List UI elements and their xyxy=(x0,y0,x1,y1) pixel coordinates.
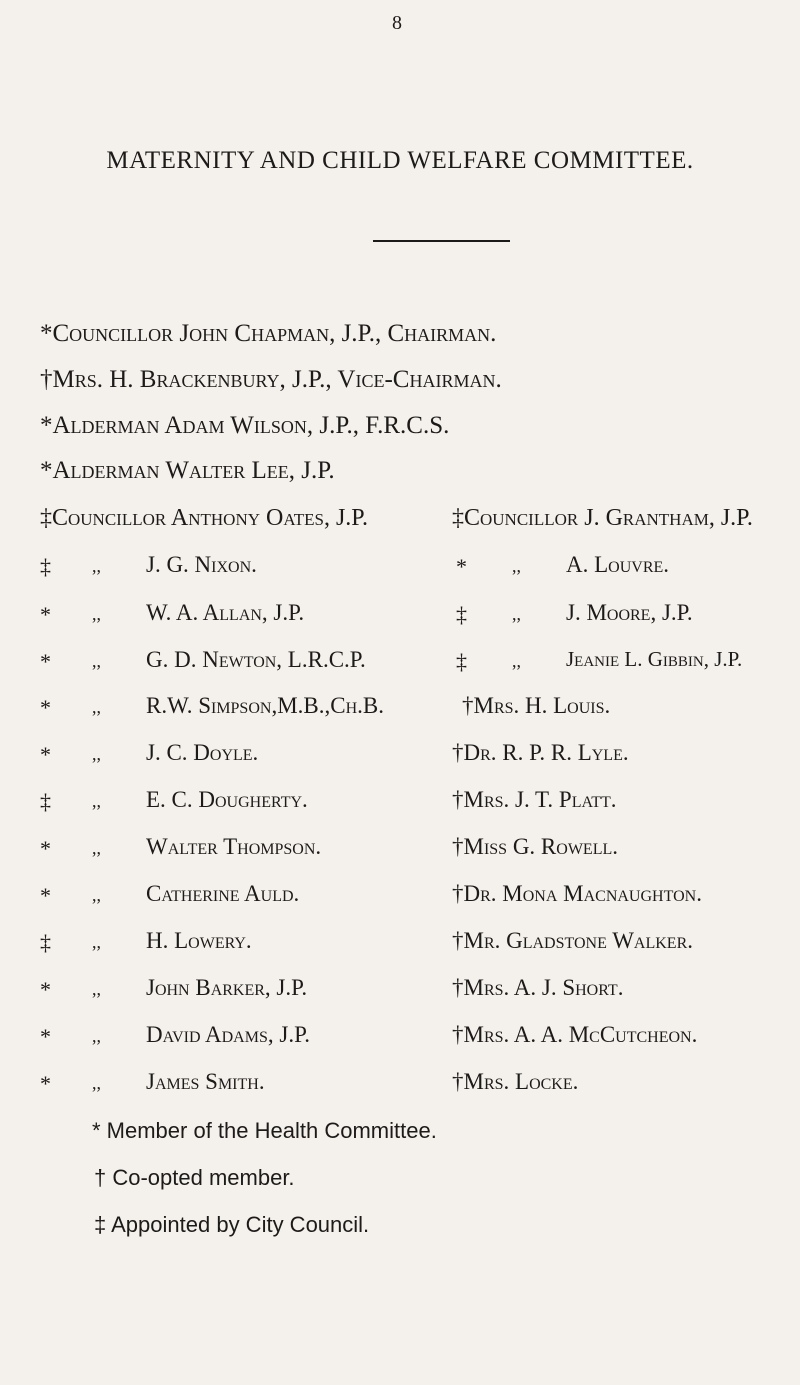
member-mark: ‡ xyxy=(40,789,51,814)
member-name: G. D. Newton, L.R.C.P. xyxy=(146,647,366,672)
member-name: R.W. Simpson,M.B.,Ch.B. xyxy=(146,693,384,718)
member-header-right: ‡Councillor J. Grantham, J.P. xyxy=(452,505,753,531)
member-name: J. Moore, J.P. xyxy=(566,600,693,625)
member-mark: ‡ xyxy=(40,930,51,955)
member-name: J. G. Nixon. xyxy=(146,552,257,577)
member-name: Walter Thompson. xyxy=(146,834,322,859)
officer-vice-chairman: †Mrs. H. Brackenbury, J.P., Vice-Chairman. xyxy=(40,366,502,393)
member-mark: * xyxy=(40,883,51,908)
coopted-member: †Dr. R. P. R. Lyle. xyxy=(452,740,629,765)
member-name: Catherine Auld. xyxy=(146,881,300,906)
member-mark: * xyxy=(40,977,51,1002)
member-mark: ‡ xyxy=(40,554,51,579)
member-header-left: ‡Councillor Anthony Oates, J.P. xyxy=(40,505,368,531)
coopted-member: †Mr. Gladstone Walker. xyxy=(452,928,694,953)
coopted-member: †Dr. Mona Macnaughton. xyxy=(452,881,702,906)
ditto-mark: ,, xyxy=(92,932,101,952)
member-mark: ‡ xyxy=(456,602,467,627)
ditto-mark: ,, xyxy=(92,1026,101,1046)
ditto-mark: ,, xyxy=(92,651,101,671)
page-title: MATERNITY AND CHILD WELFARE COMMITTEE. xyxy=(106,147,694,174)
member-mark: * xyxy=(40,649,51,674)
member-mark: * xyxy=(40,695,51,720)
member-name: James Smith. xyxy=(146,1069,265,1094)
ditto-mark: ,, xyxy=(512,604,521,624)
ditto-mark: ,, xyxy=(92,979,101,999)
member-name: H. Lowery. xyxy=(146,928,252,953)
footnote-city-council: ‡ Appointed by City Council. xyxy=(94,1212,370,1237)
member-mark: * xyxy=(40,836,51,861)
member-mark: * xyxy=(40,602,51,627)
ditto-mark: ,, xyxy=(92,791,101,811)
officer-alderman-lee: *Alderman Walter Lee, J.P. xyxy=(40,457,335,484)
member-name: A. Louvre. xyxy=(566,552,670,577)
member-name: John Barker, J.P. xyxy=(146,975,308,1000)
member-mark: * xyxy=(456,554,467,579)
ditto-mark: ,, xyxy=(92,744,101,764)
ditto-mark: ,, xyxy=(92,1073,101,1093)
ditto-mark: ,, xyxy=(92,604,101,624)
coopted-member: †Mrs. Locke. xyxy=(452,1069,579,1094)
member-name: Jeanie L. Gibbin, J.P. xyxy=(566,647,743,671)
member-mark: ‡ xyxy=(456,649,467,674)
member-mark: * xyxy=(40,1024,51,1049)
footnote-coopted: † Co-opted member. xyxy=(94,1165,295,1190)
footnote-health-committee: * Member of the Health Committee. xyxy=(92,1118,437,1143)
coopted-member: †Mrs. H. Louis. xyxy=(462,693,611,718)
coopted-member: †Mrs. A. A. McCutcheon. xyxy=(452,1022,698,1047)
coopted-member: †Miss G. Rowell. xyxy=(452,834,619,859)
member-name: E. C. Dougherty. xyxy=(146,787,308,812)
ditto-mark: ,, xyxy=(92,838,101,858)
title-rule xyxy=(373,240,510,242)
officer-alderman-wilson: *Alderman Adam Wilson, J.P., F.R.C.S. xyxy=(40,412,450,439)
member-name: David Adams, J.P. xyxy=(146,1022,311,1047)
ditto-mark: ,, xyxy=(512,651,521,671)
member-mark: * xyxy=(40,1071,51,1096)
member-name: J. C. Doyle. xyxy=(146,740,259,765)
officer-chairman: *Councillor John Chapman, J.P., Chairman. xyxy=(40,320,497,347)
coopted-member: †Mrs. A. J. Short. xyxy=(452,975,624,1000)
member-name: W. A. Allan, J.P. xyxy=(146,600,305,625)
member-mark: * xyxy=(40,742,51,767)
ditto-mark: ,, xyxy=(92,556,101,576)
ditto-mark: ,, xyxy=(92,885,101,905)
coopted-member: †Mrs. J. T. Platt. xyxy=(452,787,617,812)
page-number: 8 xyxy=(392,12,402,34)
ditto-mark: ,, xyxy=(512,556,521,576)
ditto-mark: ,, xyxy=(92,697,101,717)
